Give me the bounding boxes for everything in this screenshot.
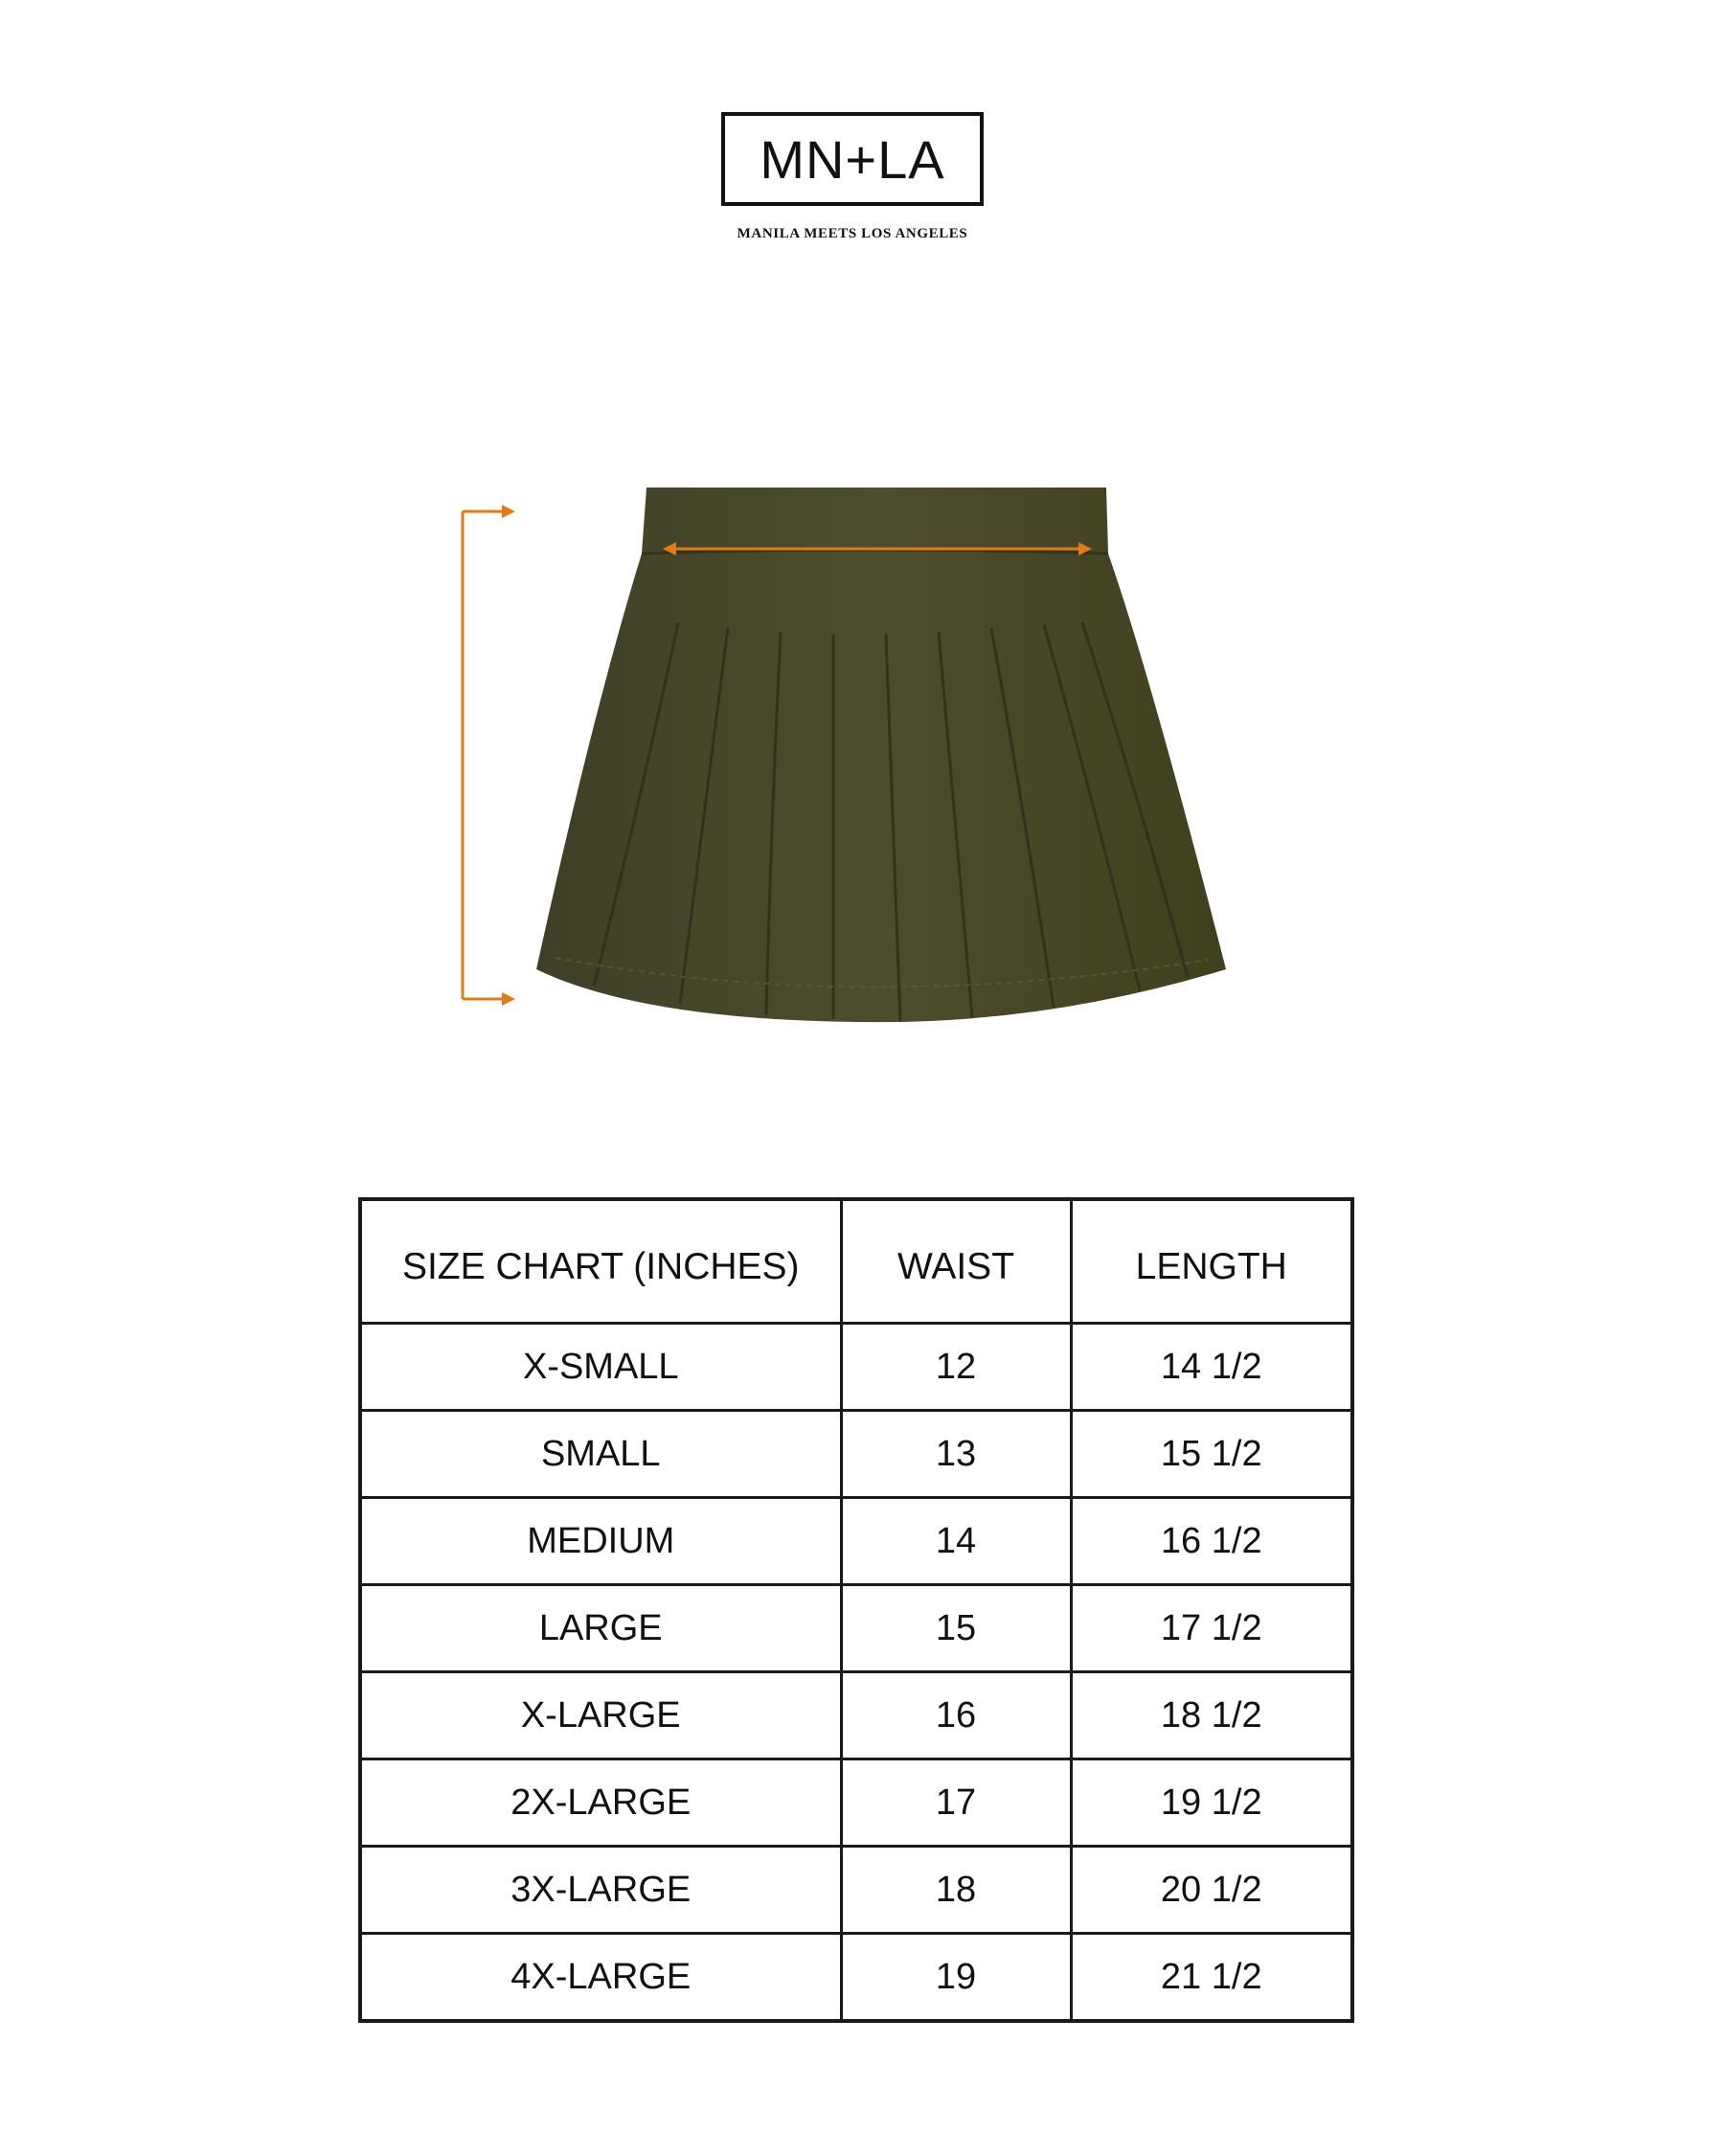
length-cell: 21 1/2 [1071, 1934, 1352, 2022]
size-cell: X-LARGE [360, 1672, 841, 1759]
size-chart-header-row [360, 1199, 1352, 1324]
length-cell: 16 1/2 [1071, 1498, 1352, 1585]
logo-text: MN+LA [760, 128, 945, 190]
brand-logo [721, 112, 984, 206]
length-cell: 20 1/2 [1071, 1847, 1352, 1934]
table-row [360, 1759, 1352, 1847]
header-waist: WAIST [841, 1199, 1071, 1324]
waist-cell: 14 [841, 1498, 1071, 1585]
table-row [360, 1847, 1352, 1934]
size-cell: 3X-LARGE [360, 1847, 841, 1934]
skirt-measurement-illustration [450, 479, 1293, 1044]
size-cell: LARGE [360, 1585, 841, 1672]
waist-cell: 12 [841, 1324, 1071, 1411]
table-row [360, 1585, 1352, 1672]
waist-cell: 17 [841, 1759, 1071, 1847]
table-row [360, 1411, 1352, 1498]
waist-cell: 15 [841, 1585, 1071, 1672]
brand-tagline: MANILA MEETS LOS ANGELES [737, 226, 968, 241]
length-measure-arrow [463, 505, 515, 1006]
table-row [360, 1324, 1352, 1411]
length-cell: 17 1/2 [1071, 1585, 1352, 1672]
table-row [360, 1498, 1352, 1585]
size-cell: X-SMALL [360, 1324, 841, 1411]
table-row [360, 1934, 1352, 2022]
waist-cell: 16 [841, 1672, 1071, 1759]
waist-cell: 18 [841, 1847, 1071, 1934]
length-cell: 19 1/2 [1071, 1759, 1352, 1847]
size-cell: SMALL [360, 1411, 841, 1498]
waist-cell: 13 [841, 1411, 1071, 1498]
header-length: LENGTH [1071, 1199, 1352, 1324]
length-cell: 14 1/2 [1071, 1324, 1352, 1411]
size-cell: MEDIUM [360, 1498, 841, 1585]
skirt-icon [536, 488, 1226, 1022]
length-cell: 15 1/2 [1071, 1411, 1352, 1498]
waist-cell: 19 [841, 1934, 1071, 2022]
length-cell: 18 1/2 [1071, 1672, 1352, 1759]
table-row [360, 1672, 1352, 1759]
header-size: SIZE CHART (INCHES) [360, 1199, 841, 1324]
size-cell: 4X-LARGE [360, 1934, 841, 2022]
size-cell: 2X-LARGE [360, 1759, 841, 1847]
size-chart-table [358, 1197, 1354, 2023]
